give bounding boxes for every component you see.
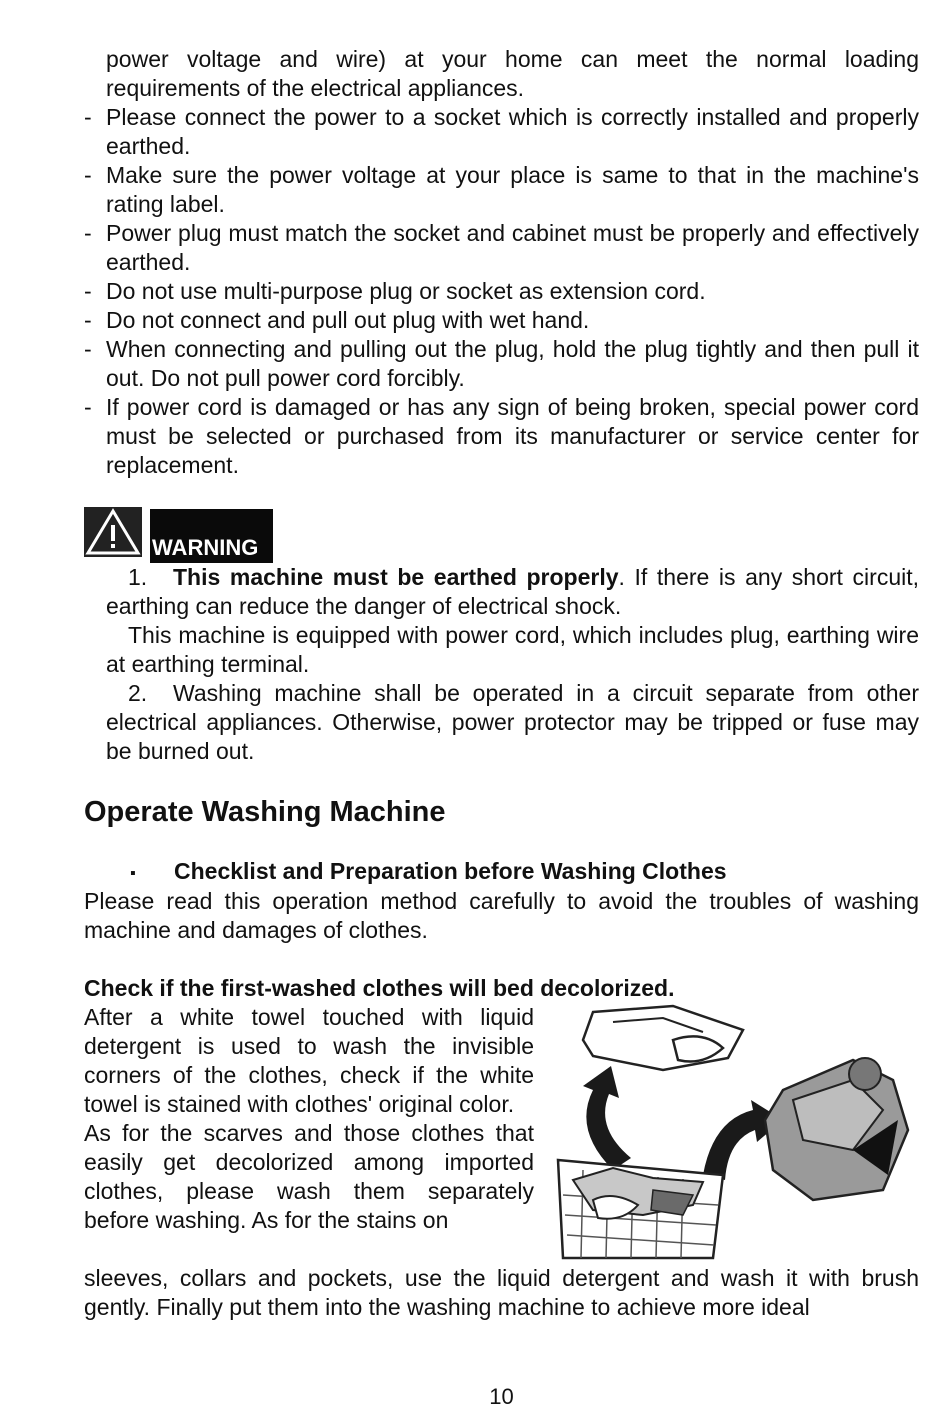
power-item: Do not use multi-purpose plug or socket as extension cord. [106,278,706,304]
warning-item-2 [106,679,919,766]
power-item: Make sure the power voltage at your place is same to that in the machine's rating label. [106,162,919,217]
section-title: Operate Washing Machine [84,796,446,828]
arrow-up-icon [583,1066,631,1170]
power-item: Do not connect and pull out plug with wet hand. [106,307,590,333]
page-number: 10 [489,1384,514,1409]
power-item: Power plug must match the socket and cabinet must be properly and effectively earthed. [106,220,919,275]
warning-item-1 [106,563,919,621]
continuation-paragraph: power voltage and wire) at your home can meet the normal loading requirements of the electrical appliances. [106,46,919,101]
dash-bullet: - [84,307,92,333]
warning-triangle-icon-graphic [84,507,142,557]
power-item: If power cord is damaged or has any sign of being broken, special power cord must be selected or purchased from its manufacturer or service center for replacement. [106,394,919,478]
column-paragraph-2: As for the scarves and those clothes that easily get decolorized among imported clothes, please wash them separately before washing. As for the stains on [84,1120,534,1233]
square-bullet-icon: ▪ [130,865,136,882]
column-text [84,1003,534,1235]
colored-clothes-shape [765,1058,908,1200]
dash-bullet: - [84,278,92,304]
dash-bullet: - [84,220,92,246]
warning-item-1-bold: This machine must be earthed properly [173,564,619,590]
sub-heading: Checklist and Preparation before Washing Clothes [174,858,727,884]
warning-item-1-number: 1. [128,564,148,590]
laundry-illustration [553,1000,923,1262]
power-item: When connecting and pulling out the plug, hold the plug tightly and then pull it out. Do not pull power cord forcibly. [106,336,919,391]
column-paragraph-1: After a white towel touched with liquid detergent is used to wash the invisible corners of the clothes, check if the white towel is stained with clothes' original color. [84,1004,534,1117]
dash-bullet: - [84,104,92,130]
white-towel-shape [583,1006,743,1070]
continuation-text: sleeves, collars and pockets, use the liquid detergent and wash it with brush gently. Finally put them into the washing machine to achieve more ideal [84,1265,919,1320]
dash-bullet: - [84,162,92,188]
power-item: Please connect the power to a socket which is correctly installed and properly earthed. [106,104,919,159]
warning-triangle-icon [84,507,142,557]
laundry-basket-shape [558,1160,723,1258]
warning-item-2-text: Washing machine shall be operated in a circuit separate from other electrical appliances. Otherwise, power protector may be tripped or fuse may be burned out. [106,680,919,764]
warning-item-2-number: 2. [128,680,148,706]
warning-item-1-text: . If there is any short circuit, earthing can reduce the danger of electrical shock. [106,564,919,619]
dash-bullet: - [84,336,92,362]
intro-paragraph: Please read this operation method carefully to avoid the troubles of washing machine and damages of clothes. [84,888,919,943]
warning-item-1-extra: This machine is equipped with power cord, which includes plug, earthing wire at earthing terminal. [106,622,919,677]
check-heading: Check if the first-washed clothes will bed decolorized. [84,975,675,1001]
dash-bullet: - [84,394,92,420]
warning-label: WARNING [150,509,273,563]
